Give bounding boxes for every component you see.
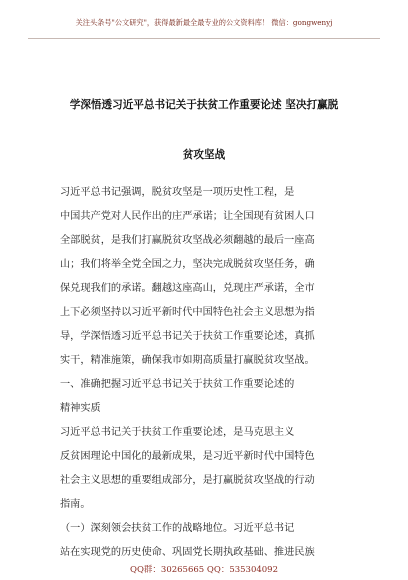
body-line: 山；我们将举全党全国之力，坚决完成脱贫攻坚任务，确 [60,259,315,270]
body-line: 上下必须坚持以习近平新时代中国特色社会主义思想为指 [60,307,315,318]
body-line: 站在实现党的历史使命、巩固党长期执政基础、推进民族 [60,547,315,558]
section-heading-line: 精神实质 [60,403,101,414]
body-line: 指南。 [60,499,91,510]
document-title-line-2: 贫攻坚战 [182,149,226,161]
body-line: 保兑现我们的承诺。翻越这座高山，兑现庄严承诺，全市 [60,283,315,294]
document-title-line-1: 学深悟透习近平总书记关于扶贫工作重要论述 坚决打赢脱 [69,99,339,111]
footer-contact: QQ群：30265665 QQ：535304092 [129,565,278,575]
body-line: 社会主义思想的重要组成部分，是打赢脱贫攻坚战的行动 [60,475,315,486]
body-line: 习近平总书记关于扶贫工作重要论述，是马克思主义 [60,427,295,438]
body-line: 习近平总书记强调，脱贫攻坚是一项历史性工程，是 [60,187,295,198]
body-line: 反贫困理论中国化的最新成果，是习近平新时代中国特色 [60,451,315,462]
header-divider [28,38,380,39]
body-line: （一）深刻领会扶贫工作的战略地位。习近平总书记 [60,523,295,534]
body-line: 中国共产党对人民作出的庄严承诺；让全国现有贫困人口 [60,211,315,222]
section-heading-line: 一、准确把握习近平总书记关于扶贫工作重要论述的 [60,379,295,390]
body-line: 实干，精准施策，确保我市如期高质量打赢脱贫攻坚战。 [60,355,315,366]
header-banner: 关注头条号"公文研究"，获得最新最全最专业的公文资料库！ 微信：gongwenyj [75,18,333,27]
body-line: 全部脱贫，是我们打赢脱贫攻坚战必须翻越的最后一座高 [60,235,315,246]
body-line: 导，学深悟透习近平总书记关于扶贫工作重要论述，真抓 [60,331,315,342]
